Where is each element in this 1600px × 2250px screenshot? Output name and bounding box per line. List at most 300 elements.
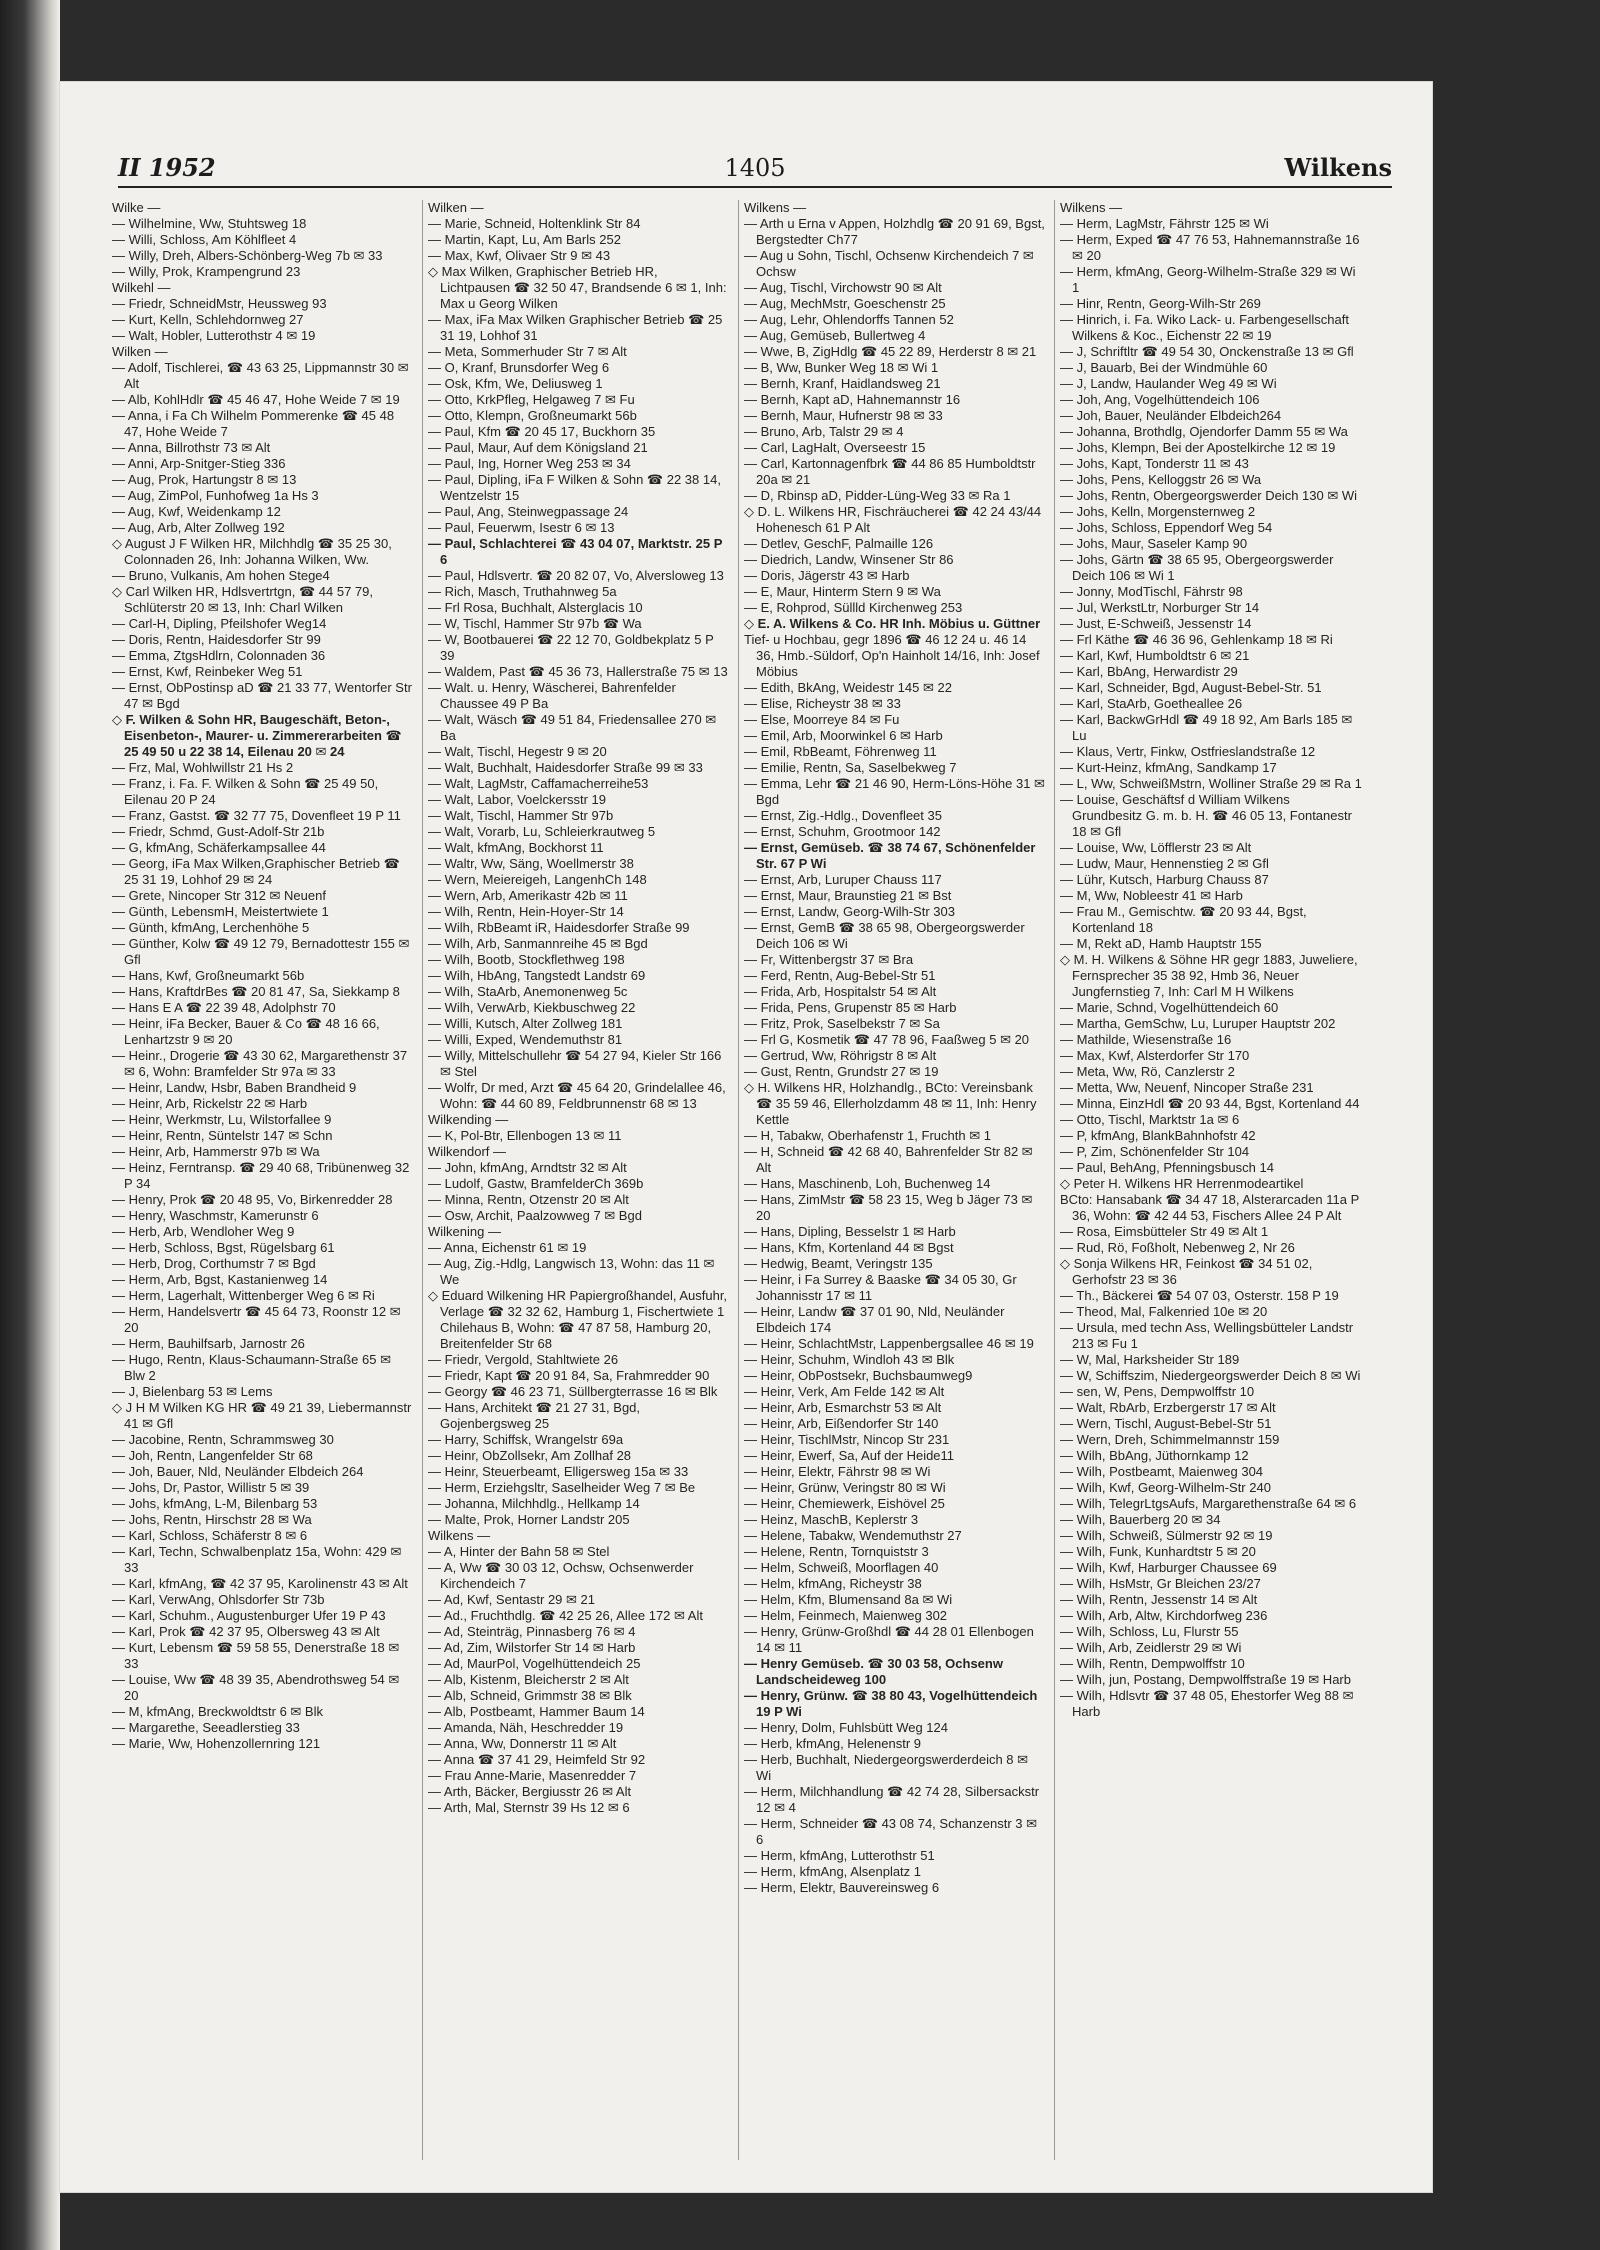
directory-entry: — Günther, Kolw ☎ 49 12 79, Bernadottestr 155 ✉ Gfl	[112, 936, 410, 967]
directory-entry: — Helm, Schweiß, Moorflagen 40	[744, 1560, 939, 1575]
directory-entry: — Ad, Kwf, Sentastr 29 ✉ 21	[428, 1592, 595, 1607]
directory-entry: — Henry Gemüseb. ☎ 30 03 58, Ochsenw Landscheideweg 100	[744, 1656, 1003, 1687]
directory-entry: — E, Maur, Hinterm Stern 9 ✉ Wa	[744, 584, 941, 599]
directory-entry: — Herm, Milchhandlung ☎ 42 74 28, Silbersackstr 12 ✉ 4	[744, 1784, 1040, 1815]
directory-entry: — Frida, Pens, Grupenstr 85 ✉ Harb	[744, 1000, 957, 1015]
directory-entry: — Karl, Techn, Schwalbenplatz 15a, Wohn: 429 ✉ 33	[112, 1544, 402, 1575]
directory-entry: — Wilh, StaArb, Anemonenweg 5c	[428, 984, 628, 999]
directory-entry: — Heinr, Rentn, Süntelstr 147 ✉ Schn	[112, 1128, 333, 1143]
directory-entry: — Wern, Tischl, August-Bebel-Str 51	[1060, 1416, 1272, 1431]
directory-entry: — Elise, Richeystr 38 ✉ 33	[744, 696, 901, 711]
directory-entry: — Wilh, Rentn, Dempwolffstr 10	[1060, 1656, 1245, 1671]
directory-entry: — Herm, Erziehgsltr, Saselheider Weg 7 ✉ Be	[428, 1480, 696, 1495]
directory-entry: — Paul, Dipling, iFa F Wilken & Sohn ☎ 22 38 14, Wentzelstr 15	[428, 472, 721, 503]
directory-entry: — Johs, kfmAng, L-M, Bilenbarg 53	[112, 1496, 318, 1511]
directory-entry: — Amanda, Näh, Heschredder 19	[428, 1720, 624, 1735]
directory-entry: — Joh, Rentn, Langenfelder Str 68	[112, 1448, 313, 1463]
directory-entry: — Heinr, TischlMstr, Nincop Str 231	[744, 1432, 950, 1447]
directory-entry: — Lühr, Kutsch, Harburg Chauss 87	[1060, 872, 1269, 887]
directory-entry: — Johs, Klempn, Bei der Apostelkirche 12 ✉ 19	[1060, 440, 1336, 455]
directory-entry: — Helm, kfmAng, Richeystr 38	[744, 1576, 922, 1591]
directory-entry: — Walt, Labor, Voelckersstr 19	[428, 792, 606, 807]
directory-entry: — Johs, Schloss, Eppendorf Weg 54	[1060, 520, 1273, 535]
directory-entry: — Ernst, Kwf, Reinbeker Weg 51	[112, 664, 303, 679]
directory-entry: ◇ H. Wilkens HR, Holzhandlg., BCto: Vereinsbank ☎ 35 59 46, Ellerholzdamm 48 ✉ 11, Inh: Henry Kettle	[744, 1080, 1037, 1127]
directory-entry: — Friedr, Schmd, Gust-Adolf-Str 21b	[112, 824, 325, 839]
directory-entry: — Henry, Grünw-Großhdl ☎ 44 28 01 Ellenbogen 14 ✉ 11	[744, 1624, 1034, 1655]
directory-entry: — Max, Kwf, Olivaer Str 9 ✉ 43	[428, 248, 611, 263]
directory-entry: — Arth, Mal, Sternstr 39 Hs 12 ✉ 6	[428, 1800, 630, 1815]
directory-entry: — Ursula, med techn Ass, Wellingsbütteler Landstr 213 ✉ Fu 1	[1060, 1320, 1354, 1351]
directory-entry: — Aug, Zig.-Hdlg, Langwisch 13, Wohn: das 11 ✉ We	[428, 1256, 715, 1287]
directory-entry: — Aug, Lehr, Ohlendorffs Tannen 52	[744, 312, 954, 327]
directory-entry: — Wern, Meiereigeh, LangenhCh 148	[428, 872, 647, 887]
directory-entry: — Marie, Schneid, Holtenklink Str 84	[428, 216, 641, 231]
directory-entry: — Rosa, Eimsbütteler Str 49 ✉ Alt 1	[1060, 1224, 1269, 1239]
directory-entry: — Heinr, Elektr, Fährstr 98 ✉ Wi	[744, 1464, 931, 1479]
directory-entry: — Frau Anne-Marie, Masenredder 7	[428, 1768, 637, 1783]
directory-entry: — Louise, Ww, Löfflerstr 23 ✉ Alt	[1060, 840, 1252, 855]
directory-entry: — Herb, Drog, Corthumstr 7 ✉ Bgd	[112, 1256, 316, 1271]
directory-entry: — Heinz, MaschB, Keplerstr 3	[744, 1512, 919, 1527]
directory-entry: — Heinz, Ferntransp. ☎ 29 40 68, Tribünenweg 32 P 34	[112, 1160, 410, 1191]
directory-entry: — Mathilde, Wiesenstraße 16	[1060, 1032, 1232, 1047]
directory-entry: — Osk, Kfm, We, Deliusweg 1	[428, 376, 603, 391]
directory-entry: — Hans, Maschinenb, Loh, Buchenweg 14	[744, 1176, 991, 1191]
directory-entry: — John, kfmAng, Arndtstr 32 ✉ Alt	[428, 1160, 627, 1175]
directory-entry: — Heinr, iFa Becker, Bauer & Co ☎ 48 16 66, Lenhartzstr 9 ✉ 20	[112, 1016, 380, 1047]
directory-entry: — Johanna, Milchhdlg., Hellkamp 14	[428, 1496, 640, 1511]
directory-entry: — Max, Kwf, Alsterdorfer Str 170	[1060, 1048, 1250, 1063]
directory-entry: — Walt, LagMstr, Caffamacherreihe53	[428, 776, 649, 791]
directory-entry: — J, Landw, Haulander Weg 49 ✉ Wi	[1060, 376, 1277, 391]
directory-entry: — Waltr, Ww, Säng, Woellmerstr 38	[428, 856, 634, 871]
directory-entry: — Minna, EinzHdl ☎ 20 93 44, Bgst, Kortenland 44	[1060, 1096, 1360, 1111]
directory-entry: — Johs, Kapt, Tonderstr 11 ✉ 43	[1060, 456, 1249, 471]
directory-entry: — Jonny, ModTischl, Fährstr 98	[1060, 584, 1243, 599]
directory-entry: — Paul, Ing, Horner Weg 253 ✉ 34	[428, 456, 631, 471]
directory-entry: — Meta, Ww, Rö, Canzlerstr 2	[1060, 1064, 1235, 1079]
directory-entry: — Walt, Vorarb, Lu, Schleierkrautweg 5	[428, 824, 656, 839]
directory-entry: — Hinr, Rentn, Georg-Wilh-Str 269	[1060, 296, 1261, 311]
directory-entry: — Ernst, Gemüseb. ☎ 38 74 67, Schönenfelder Str. 67 P Wi	[744, 840, 1036, 871]
directory-entry: — Willi, Schloss, Am Köhlfleet 4	[112, 232, 297, 247]
directory-entry: — Emma, Lehr ☎ 21 46 90, Herm-Löns-Höhe 31 ✉ Bgd	[744, 776, 1045, 807]
directory-entry: — Wilh, HbAng, Tangstedt Landstr 69	[428, 968, 646, 983]
section-label: II 1952	[118, 153, 216, 182]
directory-entry: — Otto, Tischl, Marktstr 1a ✉ 6	[1060, 1112, 1240, 1127]
directory-entry: Wilkending —	[428, 1112, 509, 1127]
directory-entry: — Johs, Maur, Saseler Kamp 90	[1060, 536, 1248, 551]
directory-entry: — Aug, Arb, Alter Zollweg 192	[112, 520, 285, 535]
directory-entry: — Aug, MechMstr, Goeschenstr 25	[744, 296, 946, 311]
directory-entry: Wilken —	[428, 200, 484, 215]
directory-entry: — Walt, Tischl, Hammer Str 97b	[428, 808, 614, 823]
directory-entry: — Emma, ZtgsHdlrn, Colonnaden 36	[112, 648, 326, 663]
directory-entry: — Theod, Mal, Falkenried 10e ✉ 20	[1060, 1304, 1268, 1319]
directory-entry: — L, Ww, SchweißMstrn, Wolliner Straße 29 ✉ Ra 1	[1060, 776, 1362, 791]
directory-entry: — Minna, Rentn, Otzenstr 20 ✉ Alt	[428, 1192, 629, 1207]
directory-entry: — Carl, Kartonnagenfbrk ☎ 44 86 85 Humboldtstr 20a ✉ 21	[744, 456, 1036, 487]
directory-entry: — Willy, Prok, Krampengrund 23	[112, 264, 301, 279]
directory-entry: — Kurt-Heinz, kfmAng, Sandkamp 17	[1060, 760, 1277, 775]
directory-entry: — Walt, Buchhalt, Haidesdorfer Straße 99 ✉ 33	[428, 760, 703, 775]
directory-entry: — Joh, Bauer, Neuländer Elbdeich264	[1060, 408, 1282, 423]
directory-entry: — Walt, Tischl, Hegestr 9 ✉ 20	[428, 744, 607, 759]
directory-entry: — Herm, kfmAng, Lutterothstr 51	[744, 1848, 935, 1863]
directory-entry: — Else, Moorreye 84 ✉ Fu	[744, 712, 900, 727]
directory-entry: — Marie, Ww, Hohenzollernring 121	[112, 1736, 321, 1751]
directory-entry: — J, Schriftltr ☎ 49 54 30, Onckenstraße 13 ✉ Gfl	[1060, 344, 1354, 359]
directory-entry: — Herm, Schneider ☎ 43 08 74, Schanzenstr 3 ✉ 6	[744, 1816, 1038, 1847]
directory-entry: Wilkens —	[428, 1528, 491, 1543]
directory-entry: — Wilh, Rentn, Jessenstr 14 ✉ Alt	[1060, 1592, 1258, 1607]
directory-entry: — Margarethe, Seeadlerstieg 33	[112, 1720, 300, 1735]
directory-entry: — Gust, Rentn, Grundstr 27 ✉ 19	[744, 1064, 939, 1079]
directory-entry: — Wilh, Kwf, Harburger Chaussee 69	[1060, 1560, 1277, 1575]
directory-entry: — Paul, Maur, Auf dem Königsland 21	[428, 440, 648, 455]
directory-entry: — Karl, BbAng, Herwardistr 29	[1060, 664, 1238, 679]
directory-entry: — Wilh, Arb, Altw, Kirchdorfweg 236	[1060, 1608, 1268, 1623]
directory-entry: — Friedr, Kapt ☎ 20 91 84, Sa, Frahmredder 90	[428, 1368, 710, 1383]
directory-entry: — Heinr, Steuerbeamt, Elligersweg 15a ✉ 33	[428, 1464, 689, 1479]
directory-entry: Wilkening —	[428, 1224, 501, 1239]
directory-entry: — Herb, kfmAng, Helenenstr 9	[744, 1736, 922, 1751]
directory-entry: — Aug, Prok, Hartungstr 8 ✉ 13	[112, 472, 297, 487]
directory-entry: — Klaus, Vertr, Finkw, Ostfrieslandstraße 12	[1060, 744, 1316, 759]
directory-entry: — Paul, Feuerwm, Isestr 6 ✉ 13	[428, 520, 615, 535]
directory-entry: Wilke —	[112, 200, 161, 215]
directory-entry: — Joh, Ang, Vogelhüttendeich 106	[1060, 392, 1260, 407]
directory-entry: — Aug, Kwf, Weidenkamp 12	[112, 504, 281, 519]
directory-entry: — Heinr, ObZollsekr, Am Zollhaf 28	[428, 1448, 632, 1463]
directory-entry: — Wilh, Bootb, Stockflethweg 198	[428, 952, 625, 967]
directory-entry: — Herm, Lagerhalt, Wittenberger Weg 6 ✉ Ri	[112, 1288, 375, 1303]
directory-entry: — Louise, Geschäftsf d William Wilkens Grundbesitz G. m. b. H. ☎ 46 05 13, Fontanestr 18 ✉ Gfl	[1060, 792, 1352, 839]
directory-entry: — Herm, Exped ☎ 47 76 53, Hahnemannstraße 16 ✉ 20	[1060, 232, 1360, 263]
page-header	[118, 142, 1392, 188]
directory-entry: Wilkens —	[1060, 200, 1123, 215]
directory-entry: — Walt, Wäsch ☎ 49 51 84, Friedensallee 270 ✉ Ba	[428, 712, 717, 743]
directory-entry: — W, Tischl, Hammer Str 97b ☎ Wa	[428, 616, 642, 631]
directory-entry: — Karl, Schneider, Bgd, August-Bebel-Str. 51	[1060, 680, 1322, 695]
directory-entry: — Edith, BkAng, Weidestr 145 ✉ 22	[744, 680, 952, 695]
column-divider	[738, 200, 739, 2160]
directory-entry: — Emil, RbBeamt, Föhrenweg 11	[744, 744, 937, 759]
directory-entry: — Henry, Prok ☎ 20 48 95, Vo, Birkenredder 28	[112, 1192, 393, 1207]
directory-entry: — Ernst, ObPostinsp aD ☎ 21 33 77, Wentorfer Str 47 ✉ Bgd	[112, 680, 412, 711]
directory-entry: — Karl, Kwf, Humboldtstr 6 ✉ 21	[1060, 648, 1250, 663]
directory-entry: — Waldem, Past ☎ 45 36 73, Hallerstraße 75 ✉ 13	[428, 664, 728, 679]
directory-entry: — H, Schneid ☎ 42 68 40, Bahrenfelder Str 82 ✉ Alt	[744, 1144, 1033, 1175]
directory-entry: — Arth, Bäcker, Bergiusstr 26 ✉ Alt	[428, 1784, 632, 1799]
directory-entry: — Heinr, Ewerf, Sa, Auf der Heide11	[744, 1448, 955, 1463]
directory-entry: — Wilh, Schloss, Lu, Flurstr 55	[1060, 1624, 1239, 1639]
directory-entry: — Frz, Mal, Wohlwillstr 21 Hs 2	[112, 760, 294, 775]
directory-entry: — Detlev, GeschF, Palmaille 126	[744, 536, 934, 551]
directory-entry: — Fr, Wittenbergstr 37 ✉ Bra	[744, 952, 914, 967]
directory-entry: ◇ Sonja Wilkens HR, Feinkost ☎ 34 51 02, Gerhofstr 23 ✉ 36	[1060, 1256, 1313, 1287]
directory-entry: — Hans E A ☎ 22 39 48, Adolphstr 70	[112, 1000, 336, 1015]
directory-entry: ◇ Peter H. Wilkens HR Herrenmodeartikel	[1060, 1176, 1304, 1191]
directory-entry: — Friedr, Vergold, Stahltwiete 26	[428, 1352, 619, 1367]
directory-entry: — Joh, Bauer, Nld, Neuländer Elbdeich 264	[112, 1464, 364, 1479]
directory-entry: — Heinr, Arb, Eißendorfer Str 140	[744, 1416, 939, 1431]
directory-entry: Wilken —	[112, 344, 168, 359]
directory-entry: — Otto, KrkPfleg, Helgaweg 7 ✉ Fu	[428, 392, 635, 407]
running-head: Wilkens	[1284, 153, 1392, 182]
directory-entry: — Frau M., Gemischtw. ☎ 20 93 44, Bgst, Kortenland 18	[1060, 904, 1307, 935]
directory-entry: — O, Kranf, Brunsdorfer Weg 6	[428, 360, 610, 375]
directory-entry: ◇ F. Wilken & Sohn HR, Baugeschäft, Beton-, Eisenbeton-, Maurer- u. Zimmererarbeiten ☎ 25 49 50 u 22 38 14, Eilenau 20 ✉ 24	[112, 712, 402, 759]
directory-entry: — Wilh, Funk, Kunhardtstr 5 ✉ 20	[1060, 1544, 1256, 1559]
directory-entry: — Ferd, Rentn, Aug-Bebel-Str 51	[744, 968, 936, 983]
directory-entry: — Ad, Zim, Wilstorfer Str 14 ✉ Harb	[428, 1640, 636, 1655]
directory-entry: — Wilhelmine, Ww, Stuhtsweg 18	[112, 216, 307, 231]
directory-entry: — Wilh, Postbeamt, Maienweg 304	[1060, 1464, 1264, 1479]
directory-entry: — Anna ☎ 37 41 29, Heimfeld Str 92	[428, 1752, 646, 1767]
directory-entry: — Ad, Steinträg, Pinnasberg 76 ✉ 4	[428, 1624, 636, 1639]
directory-entry: — Alb, Kistenm, Bleicherstr 2 ✉ Alt	[428, 1672, 629, 1687]
directory-entry: — H, Tabakw, Oberhafenstr 1, Fruchth ✉ 1	[744, 1128, 991, 1143]
directory-entry: — Grete, Nincoper Str 312 ✉ Neuenf	[112, 888, 326, 903]
directory-entry: — Willy, Mittelschullehr ☎ 54 27 94, Kieler Str 166 ✉ Stel	[428, 1048, 722, 1079]
directory-entry: — Helm, Kfm, Blumensand 8a ✉ Wi	[744, 1592, 953, 1607]
directory-entry: Wilkens —	[744, 200, 807, 215]
directory-entry: — Gertrud, Ww, Röhrigstr 8 ✉ Alt	[744, 1048, 937, 1063]
directory-entry: — Hans, ZimMstr ☎ 58 23 15, Weg b Jäger 73 ✉ 20	[744, 1192, 1033, 1223]
directory-entry: — Willi, Exped, Wendemuthstr 81	[428, 1032, 623, 1047]
directory-entry: — D, Rbinsp aD, Pidder-Lüng-Weg 33 ✉ Ra 1	[744, 488, 1011, 503]
directory-entry: ◇ Max Wilken, Graphischer Betrieb HR, Lichtpausen ☎ 32 50 47, Brandsende 6 ✉ 1, Inh: Max u Georg Wilken	[428, 264, 727, 311]
directory-entry: — Wilh, Bauerberg 20 ✉ 34	[1060, 1512, 1221, 1527]
directory-entry: — Wilh, Rentn, Hein-Hoyer-Str 14	[428, 904, 624, 919]
directory-entry: — Wilh, Arb, Sanmannreihe 45 ✉ Bgd	[428, 936, 648, 951]
directory-entry: — Diedrich, Landw, Winsener Str 86	[744, 552, 954, 567]
directory-entry: — Heinr, Verk, Am Felde 142 ✉ Alt	[744, 1384, 945, 1399]
directory-entry: — B, Ww, Bunker Weg 18 ✉ Wi 1	[744, 360, 939, 375]
directory-entry: — Ad., Fruchthdlg. ☎ 42 25 26, Allee 172 ✉ Alt	[428, 1608, 703, 1623]
column-1	[112, 200, 414, 2170]
directory-entry: — Herm, kfmAng, Georg-Wilhelm-Straße 329 ✉ Wi 1	[1060, 264, 1356, 295]
directory-entry: — Wolfr, Dr med, Arzt ☎ 45 64 20, Grindelallee 46, Wohn: ☎ 44 60 89, Feldbrunnenstr 68 ✉ 13	[428, 1080, 726, 1111]
directory-entry: — Emilie, Rentn, Sa, Saselbekweg 7	[744, 760, 957, 775]
directory-entry: — M, Rekt aD, Hamb Hauptstr 155	[1060, 936, 1262, 951]
directory-entry: — Ernst, Zig.-Hdlg., Dovenfleet 35	[744, 808, 942, 823]
directory-entry: — Helene, Tabakw, Wendemuthstr 27	[744, 1528, 962, 1543]
directory-entry: — Günth, LebensmH, Meistertwiete 1	[112, 904, 329, 919]
directory-entry: — Herb, Buchhalt, Niedergeorgswerderdeich 8 ✉ Wi	[744, 1752, 1029, 1783]
directory-entry: — Herm, Bauhilfsarb, Jarnostr 26	[112, 1336, 305, 1351]
directory-entry: — Hans, Kwf, Großneumarkt 56b	[112, 968, 305, 983]
directory-entry: — Ernst, GemB ☎ 38 65 98, Obergeorgswerder Deich 106 ✉ Wi	[744, 920, 1025, 951]
directory-entry: — Anna, Eichenstr 61 ✉ 19	[428, 1240, 587, 1255]
directory-entry: — Ludolf, Gastw, BramfelderCh 369b	[428, 1176, 644, 1191]
directory-entry: — Marie, Schnd, Vogelhüttendeich 60	[1060, 1000, 1279, 1015]
directory-entry: — Kurt, Kelln, Schlehdornweg 27	[112, 312, 304, 327]
directory-entry: — Heinr, Landw ☎ 37 01 90, Nld, Neuländer Elbdeich 174	[744, 1304, 1005, 1335]
directory-entry: — Paul, Hdlsvertr. ☎ 20 82 07, Vo, Alversloweg 13	[428, 568, 724, 583]
directory-entry: — Heinr, Arb, Rickelstr 22 ✉ Harb	[112, 1096, 308, 1111]
directory-entry: — Walt, Hobler, Lutterothstr 4 ✉ 19	[112, 328, 316, 343]
directory-entry: ◇ Carl Wilken HR, Hdlsvertrtgn, ☎ 44 57 79, Schlüterstr 20 ✉ 13, Inh: Charl Wilken	[112, 584, 373, 615]
directory-entry: — Osw, Archit, Paalzowweg 7 ✉ Bgd	[428, 1208, 642, 1223]
directory-entry: — Johs, Rentn, Hirschstr 28 ✉ Wa	[112, 1512, 312, 1527]
directory-entry: — Aug, ZimPol, Funhofweg 1a Hs 3	[112, 488, 319, 503]
directory-entry: — Doris, Jägerstr 43 ✉ Harb	[744, 568, 910, 583]
directory-entry: — Paul, Kfm ☎ 20 45 17, Buckhorn 35	[428, 424, 656, 439]
directory-entry: — Otto, Klempn, Großneumarkt 56b	[428, 408, 637, 423]
directory-entry: — Rud, Rö, Foßholt, Nebenweg 2, Nr 26	[1060, 1240, 1295, 1255]
directory-entry: — Herm, Handelsvertr ☎ 45 64 73, Roonstr 12 ✉ 20	[112, 1304, 401, 1335]
directory-entry: — Hugo, Rentn, Klaus-Schaumann-Straße 65 ✉ Blw 2	[112, 1352, 391, 1383]
directory-entry: — Arth u Erna v Appen, Holzhdlg ☎ 20 91 69, Bgst, Bergstedter Ch77	[744, 216, 1045, 247]
directory-entry: — M, Ww, Nobleestr 41 ✉ Harb	[1060, 888, 1243, 903]
directory-entry: — P, kfmAng, BlankBahnhofstr 42	[1060, 1128, 1256, 1143]
directory-entry: — Hinrich, i. Fa. Wiko Lack- u. Farbengesellschaft Wilkens & Koc., Eichenstr 22 ✉ 19	[1060, 312, 1349, 343]
directory-entry: — Aug, Gemüseb, Bullertweg 4	[744, 328, 926, 343]
directory-entry: ◇ August J F Wilken HR, Milchhdlg ☎ 35 25 30, Colonnaden 26, Inh: Johanna Wilken, Ww.	[112, 536, 392, 567]
directory-entry: — A, Hinter der Bahn 58 ✉ Stel	[428, 1544, 610, 1559]
directory-entry: — E, Rohprod, Süllld Kirchenweg 253	[744, 600, 963, 615]
directory-entry: — Karl, Schloss, Schäferstr 8 ✉ 6	[112, 1528, 308, 1543]
directory-entry: — Wilh, HsMstr, Gr Bleichen 23/27	[1060, 1576, 1261, 1591]
directory-entry: — Helene, Rentn, Tornquiststr 3	[744, 1544, 929, 1559]
directory-entry: — Frl G, Kosmetik ☎ 47 78 96, Faaßweg 5 ✉ 20	[744, 1032, 1030, 1047]
column-divider	[1054, 200, 1055, 2160]
directory-entry: — Jacobine, Rentn, Schrammsweg 30	[112, 1432, 334, 1447]
directory-entry: — Wilh, BbAng, Jüthornkamp 12	[1060, 1448, 1249, 1463]
directory-entry: — Carl-H, Dipling, Pfeilshofer Weg14	[112, 616, 327, 631]
directory-entry: — Harry, Schiffsk, Wrangelstr 69a	[428, 1432, 624, 1447]
directory-entry: — Heinr, Chemiewerk, Eishövel 25	[744, 1496, 945, 1511]
directory-entry: — G, kfmAng, Schäferkampsallee 44	[112, 840, 326, 855]
directory-entry: — Hans, Kfm, Kortenland 44 ✉ Bgst	[744, 1240, 954, 1255]
directory-entry: — Metta, Ww, Neuenf, Nincoper Straße 231	[1060, 1080, 1314, 1095]
directory-entry: — Karl, Prok ☎ 42 37 95, Olbersweg 43 ✉ Alt	[112, 1624, 380, 1639]
directory-entry: — Paul, BehAng, Pfenningsbusch 14	[1060, 1160, 1274, 1175]
directory-entry: — Karl, Schuhm., Augustenburger Ufer 19 P 43	[112, 1608, 386, 1623]
directory-entry: — Herb, Arb, Wendloher Weg 9	[112, 1224, 295, 1239]
directory-entry: — Henry, Waschmstr, Kamerunstr 6	[112, 1208, 319, 1223]
directory-entry: — A, Ww ☎ 30 03 12, Ochsw, Ochsenwerder Kirchendeich 7	[428, 1560, 694, 1591]
directory-entry: — Willi, Kutsch, Alter Zollweg 181	[428, 1016, 623, 1031]
directory-entry: — Ludw, Maur, Hennenstieg 2 ✉ Gfl	[1060, 856, 1269, 871]
directory-entry: — Wilh, Schweiß, Sülmerstr 92 ✉ 19	[1060, 1528, 1273, 1543]
page-number: 1405	[724, 154, 786, 182]
directory-entry: — Henry, Grünw. ☎ 38 80 43, Vogelhüttendeich 19 P Wi	[744, 1688, 1038, 1719]
directory-entry: — Rich, Masch, Truthahnweg 5a	[428, 584, 617, 599]
directory-entry: — Friedr, SchneidMstr, Heussweg 93	[112, 296, 327, 311]
directory-entry: — Wilh, Hdlsvtr ☎ 37 48 05, Ehestorfer Weg 88 ✉ Harb	[1060, 1688, 1354, 1719]
directory-entry: — Wilh, VerwArb, Kiekbuschweg 22	[428, 1000, 636, 1015]
directory-entry: Tief- u Hochbau, gegr 1896 ☎ 46 12 24 u. 46 14 36, Hmb.-Süldorf, Op'n Hainholt 14/16, Inh: Josef Möbius	[744, 632, 1040, 679]
directory-entry: ◇ M. H. Wilkens & Söhne HR gegr 1883, Juweliere, Fernsprecher 35 38 92, Hmb 36, Neuer Jungfernstieg 7, Inh: Carl M H Wilkens	[1060, 952, 1358, 999]
directory-entry: ◇ E. A. Wilkens & Co. HR Inh. Möbius u. Güttner	[744, 616, 1041, 631]
directory-entry: — Malte, Prok, Horner Landstr 205	[428, 1512, 630, 1527]
directory-entry: — Heinr, SchlachtMstr, Lappenbergsallee 46 ✉ 19	[744, 1336, 1034, 1351]
directory-entry: — Th., Bäckerei ☎ 54 07 03, Osterstr. 158 P 19	[1060, 1288, 1339, 1303]
directory-entry: — Alb, KohlHdlr ☎ 45 46 47, Hohe Weide 7 ✉ 19	[112, 392, 400, 407]
directory-entry: — Heinr, Werkmstr, Lu, Wilstorfallee 9	[112, 1112, 332, 1127]
directory-entry: — Johs, Dr, Pastor, Willistr 5 ✉ 39	[112, 1480, 310, 1495]
directory-entry: — Bruno, Vulkanis, Am hohen Stege4	[112, 568, 330, 583]
directory-entry: — Paul, Schlachterei ☎ 43 04 07, Marktstr. 25 P 6	[428, 536, 723, 567]
directory-entry: — Wilh, TelegrLtgsAufs, Margarethenstraße 64 ✉ 6	[1060, 1496, 1357, 1511]
directory-entry: — Bernh, Maur, Hufnerstr 98 ✉ 33	[744, 408, 943, 423]
directory-entry: — Bernh, Kranf, Haidlandsweg 21	[744, 376, 941, 391]
directory-entry: — Herm, Arb, Bgst, Kastanienweg 14	[112, 1272, 328, 1287]
directory-entry: — Emil, Arb, Moorwinkel 6 ✉ Harb	[744, 728, 943, 743]
directory-entry: — Meta, Sommerhuder Str 7 ✉ Alt	[428, 344, 627, 359]
directory-entry: — Wern, Dreh, Schimmelmannstr 159	[1060, 1432, 1280, 1447]
directory-entry: — Wwe, B, ZigHdlg ☎ 45 22 89, Herderstr 8 ✉ 21	[744, 344, 1037, 359]
directory-entry: — Louise, Ww ☎ 48 39 35, Abendrothsweg 54 ✉ 20	[112, 1672, 400, 1703]
directory-entry: — Heinr, Arb, Esmarchstr 53 ✉ Alt	[744, 1400, 942, 1415]
directory-entry: — Karl, BackwGrHdl ☎ 49 18 92, Am Barls 185 ✉ Lu	[1060, 712, 1353, 743]
directory-entry: — Anni, Arp-Snitger-Stieg 336	[112, 456, 286, 471]
directory-entry: — Anna, Ww, Donnerstr 11 ✉ Alt	[428, 1736, 617, 1751]
directory-entry: — Georgy ☎ 46 23 71, Süllbergterrasse 16 ✉ Blk	[428, 1384, 718, 1399]
directory-entry: — Karl, kfmAng, ☎ 42 37 95, Karolinenstr 43 ✉ Alt	[112, 1576, 408, 1591]
directory-entry: — Hans, KraftdrBes ☎ 20 81 47, Sa, Siekkamp 8	[112, 984, 400, 999]
directory-entry: — Aug, Tischl, Virchowstr 90 ✉ Alt	[744, 280, 942, 295]
directory-entry: — Heinr, Grünw, Veringstr 80 ✉ Wi	[744, 1480, 946, 1495]
directory-entry: — Wern, Arb, Amerikastr 42b ✉ 11	[428, 888, 628, 903]
directory-entry: — Martin, Kapt, Lu, Am Barls 252	[428, 232, 621, 247]
directory-entry: — Karl, StaArb, Goetheallee 26	[1060, 696, 1243, 711]
directory-entry: — Carl, LagHalt, Overseestr 15	[744, 440, 926, 455]
directory-entry: — Ad, MaurPol, Vogelhüttendeich 25	[428, 1656, 641, 1671]
directory-entry: — Karl, VerwAng, Ohlsdorfer Str 73b	[112, 1592, 325, 1607]
directory-entry: — Alb, Postbeamt, Hammer Baum 14	[428, 1704, 645, 1719]
directory-entry: — W, Schiffszim, Niedergeorgswerder Deich 8 ✉ Wi	[1060, 1368, 1361, 1383]
directory-entry: — sen, W, Pens, Dempwolffstr 10	[1060, 1384, 1255, 1399]
directory-entry: — Heinr, ObPostsekr, Buchsbaumweg9	[744, 1368, 973, 1383]
directory-entry: — Herm, LagMstr, Fährstr 125 ✉ Wi	[1060, 216, 1269, 231]
directory-entry: ◇ D. L. Wilkens HR, Fischräucherei ☎ 42 24 43/44 Hohenesch 61 P Alt	[744, 504, 1042, 535]
directory-entry: — Walt, RbArb, Erzbergerstr 17 ✉ Alt	[1060, 1400, 1276, 1415]
directory-entry: — Alb, Schneid, Grimmstr 38 ✉ Blk	[428, 1688, 632, 1703]
column-4	[1060, 200, 1362, 2170]
directory-entry: — Heinr, i Fa Surrey & Baaske ☎ 34 05 30, Gr Johannisstr 17 ✉ 11	[744, 1272, 1017, 1303]
directory-entry: — Aug u Sohn, Tischl, Ochsenw Kirchendeich 7 ✉ Ochsw	[744, 248, 1034, 279]
directory-entry: — Just, E-Schweiß, Jessenstr 14	[1060, 616, 1252, 631]
directory-entry: — Walt, kfmAng, Bockhorst 11	[428, 840, 604, 855]
directory-entry: — Heinr, Schuhm, Windloh 43 ✉ Blk	[744, 1352, 955, 1367]
directory-entry: Wilkendorf —	[428, 1144, 507, 1159]
directory-entry: — J, Bielenbarg 53 ✉ Lems	[112, 1384, 273, 1399]
directory-entry: BCto: Hansabank ☎ 34 47 18, Alsterarcaden 11a P 36, Wohn: ☎ 42 44 53, Fischers Allee 24 P Alt	[1060, 1192, 1360, 1223]
directory-entry: — K, Pol-Btr, Ellenbogen 13 ✉ 11	[428, 1128, 622, 1143]
column-divider	[422, 200, 423, 2160]
directory-entry: — Walt. u. Henry, Wäscherei, Bahrenfelder Chaussee 49 P Ba	[428, 680, 676, 711]
directory-entry: — Hans, Dipling, Besselstr 1 ✉ Harb	[744, 1224, 956, 1239]
directory-entry: — Herm, kfmAng, Alsenplatz 1	[744, 1864, 922, 1879]
directory-entry: — Herm, Elektr, Bauvereinsweg 6	[744, 1880, 940, 1895]
directory-entry: — Helm, Feinmech, Maienweg 302	[744, 1608, 948, 1623]
directory-entry: — Willy, Dreh, Albers-Schönberg-Weg 7b ✉ 33	[112, 248, 383, 263]
directory-entry: — Wilh, Kwf, Georg-Wilhelm-Str 240	[1060, 1480, 1271, 1495]
directory-entry: — Johs, Gärtn ☎ 38 65 95, Obergeorgswerder Deich 106 ✉ Wi 1	[1060, 552, 1334, 583]
directory-page	[60, 82, 1432, 2192]
directory-entry: — Johs, Kelln, Morgensternweg 2	[1060, 504, 1256, 519]
column-3	[744, 200, 1046, 2170]
directory-entry: — Hans, Architekt ☎ 21 27 31, Bgd, Gojenbergsweg 25	[428, 1400, 641, 1431]
directory-entry: — Adolf, Tischlerei, ☎ 43 63 25, Lippmannstr 30 ✉ Alt	[112, 360, 409, 391]
directory-entry: — Fritz, Prok, Saselbekstr 7 ✉ Sa	[744, 1016, 940, 1031]
directory-entry: — Ernst, Maur, Braunstieg 21 ✉ Bst	[744, 888, 952, 903]
